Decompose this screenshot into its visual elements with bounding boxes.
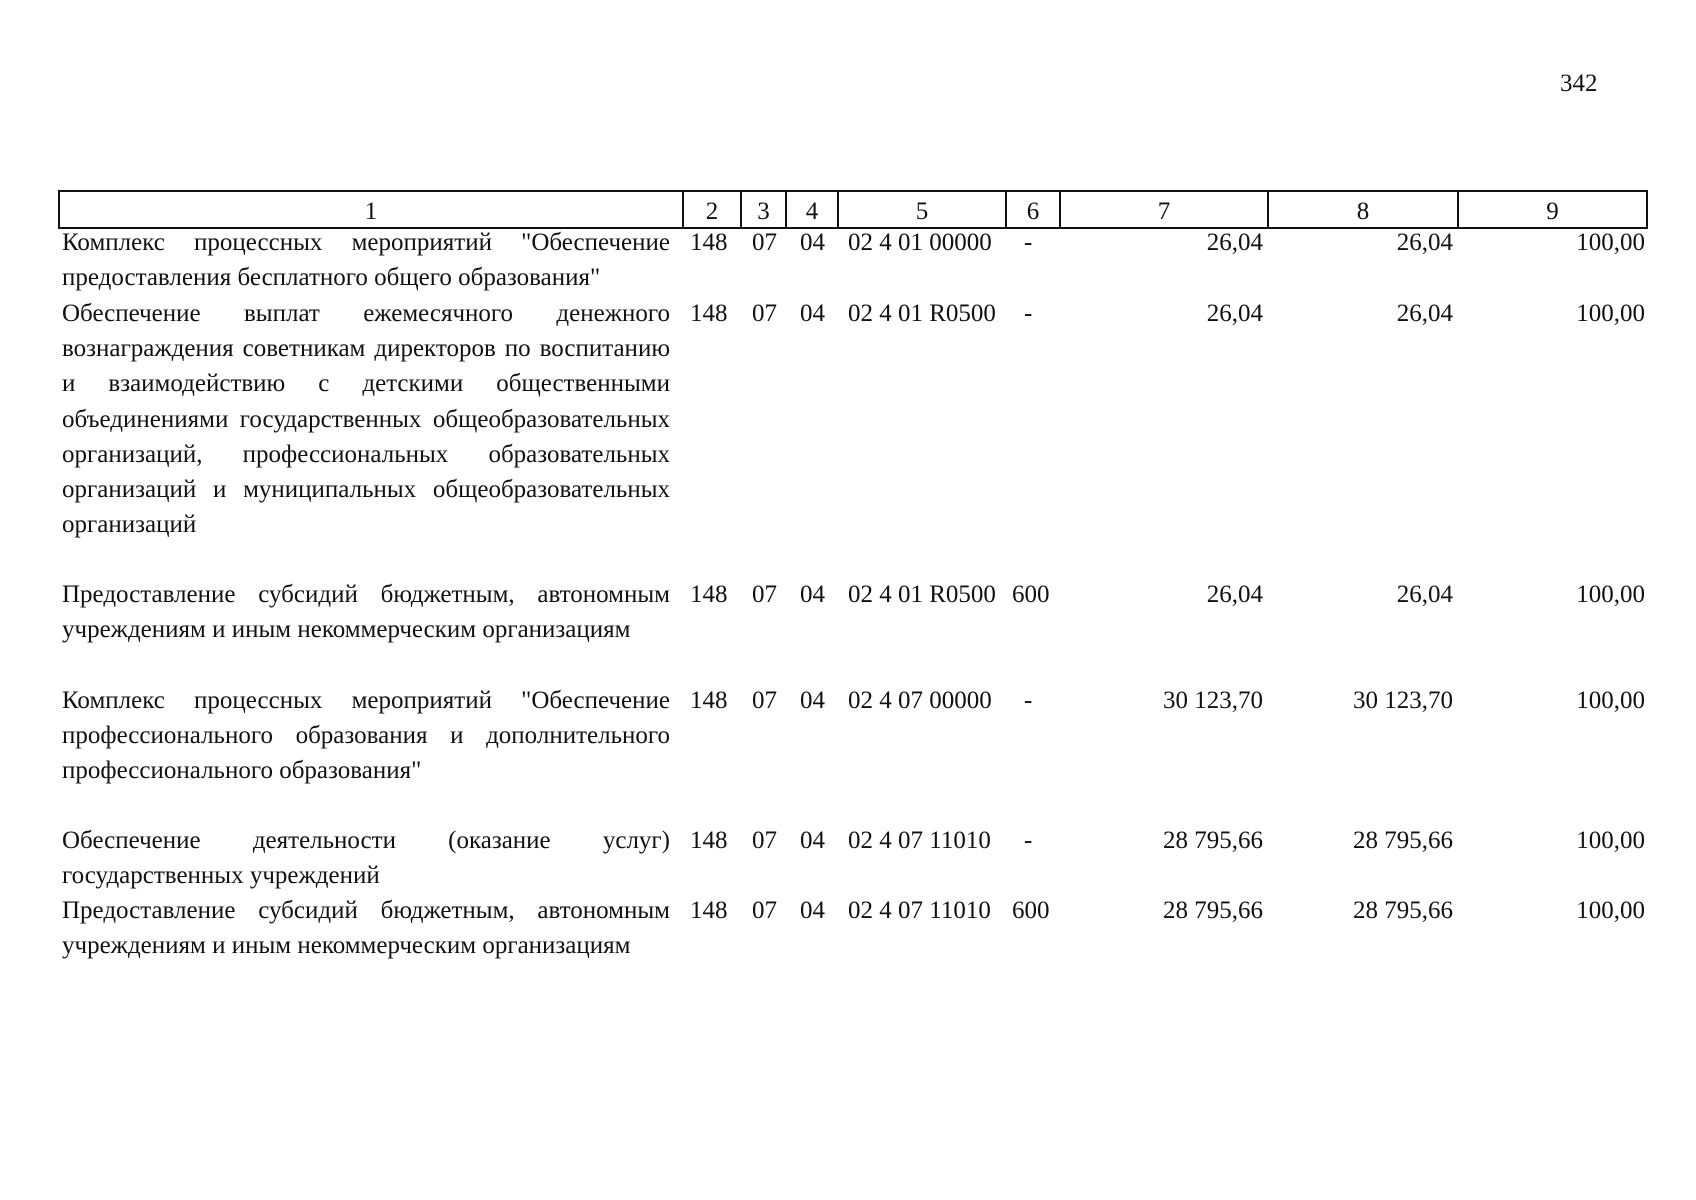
table-header <box>58 190 1648 229</box>
row-col3: 07 <box>752 581 777 608</box>
row-col7: 26,04 <box>1206 581 1263 608</box>
row-col6: 600 <box>1012 897 1050 924</box>
row-col7: 26,04 <box>1206 229 1263 256</box>
row-col6: - <box>1024 687 1033 714</box>
row-col2: 148 <box>690 897 728 924</box>
row-col2: 148 <box>690 687 728 714</box>
column-header-2: 2 <box>682 192 740 227</box>
row-name: Обеспечение выплат ежемесячного денежного вознаграждения советникам директоров по воспитанию и взаимодействию с детскими общественными объединениями государственных общеобразовательных организаций, профессиональных образовательных организаций и муниципальных общеобразовательных организаций <box>62 300 670 539</box>
row-col4: 04 <box>800 229 825 256</box>
row-col5: 02 4 01 R0500 <box>848 581 996 608</box>
row-name: Комплекс процессных мероприятий "Обеспечение профессионального образования и дополнительного профессионального образования" <box>62 687 670 785</box>
row-col2: 148 <box>690 581 728 608</box>
row-col6: 600 <box>1012 581 1050 608</box>
row-col6: - <box>1024 300 1033 327</box>
row-col2: 148 <box>690 300 728 327</box>
row-col7: 28 795,66 <box>1163 827 1263 854</box>
row-col8: 26,04 <box>1396 229 1453 256</box>
row-col3: 07 <box>752 300 777 327</box>
row-col3: 07 <box>752 229 777 256</box>
row-col7: 28 795,66 <box>1163 897 1263 924</box>
row-name: Предоставление субсидий бюджетным, автономным учреждениям и иным некоммерческим организациям <box>62 897 670 960</box>
column-header-9: 9 <box>1457 192 1648 227</box>
column-header-8: 8 <box>1267 192 1457 227</box>
row-col9: 100,00 <box>1576 687 1645 714</box>
row-col3: 07 <box>752 897 777 924</box>
row-col3: 07 <box>752 827 777 854</box>
row-col5: 02 4 01 R0500 <box>848 300 996 327</box>
row-col8: 26,04 <box>1396 300 1453 327</box>
row-col4: 04 <box>800 687 825 714</box>
row-col8: 28 795,66 <box>1353 827 1453 854</box>
column-header-5: 5 <box>837 192 1005 227</box>
row-col9: 100,00 <box>1576 581 1645 608</box>
row-col7: 26,04 <box>1206 300 1263 327</box>
column-header-6: 6 <box>1005 192 1059 227</box>
row-col5: 02 4 07 00000 <box>848 687 992 714</box>
row-col4: 04 <box>800 300 825 327</box>
row-col2: 148 <box>690 229 728 256</box>
row-col9: 100,00 <box>1576 229 1645 256</box>
row-name: Предоставление субсидий бюджетным, автономным учреждениям и иным некоммерческим организациям <box>62 581 670 644</box>
row-col5: 02 4 07 11010 <box>848 827 991 854</box>
row-col6: - <box>1024 827 1033 854</box>
row-col4: 04 <box>800 581 825 608</box>
row-name: Комплекс процессных мероприятий "Обеспечение предоставления бесплатного общего образования" <box>62 229 670 292</box>
row-col8: 28 795,66 <box>1353 897 1453 924</box>
row-col7: 30 123,70 <box>1163 687 1263 714</box>
row-col5: 02 4 01 00000 <box>848 229 992 256</box>
row-col8: 30 123,70 <box>1353 687 1453 714</box>
row-col8: 26,04 <box>1396 581 1453 608</box>
row-col9: 100,00 <box>1576 827 1645 854</box>
row-col3: 07 <box>752 687 777 714</box>
row-col9: 100,00 <box>1576 300 1645 327</box>
row-col4: 04 <box>800 827 825 854</box>
row-col4: 04 <box>800 897 825 924</box>
row-name: Обеспечение деятельности (оказание услуг) государственных учреждений <box>62 827 670 890</box>
column-header-1: 1 <box>58 192 682 227</box>
row-col9: 100,00 <box>1576 897 1645 924</box>
column-header-7: 7 <box>1059 192 1267 227</box>
row-col5: 02 4 07 11010 <box>848 897 991 924</box>
row-col6: - <box>1024 229 1033 256</box>
row-col2: 148 <box>690 827 728 854</box>
column-header-4: 4 <box>785 192 837 227</box>
page-number: 342 <box>1560 70 1598 97</box>
column-header-3: 3 <box>740 192 785 227</box>
